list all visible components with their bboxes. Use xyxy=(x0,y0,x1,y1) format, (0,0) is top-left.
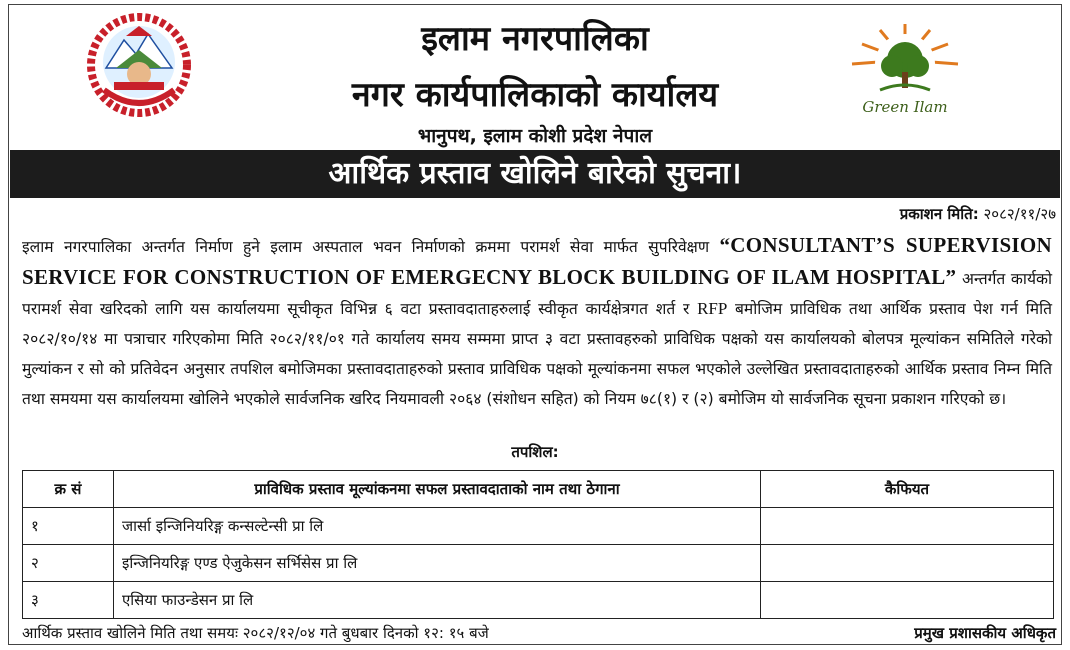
row-remark xyxy=(761,508,1054,545)
body-part1: इलाम नगरपालिका अन्तर्गत निर्माण हुने इलाम अस्पताल भवन निर्माणको क्रममा परामर्श सेवा मार्फत सुपरिवेक्षण xyxy=(22,238,720,256)
project-name: “CONSULTANT’S SUPERVISION SERVICE FOR CONSTRUCTION OF EMERGECNY BLOCK BUILDING OF ILAM HOSPITAL” xyxy=(22,233,1053,289)
bidders-table xyxy=(22,470,1054,619)
rfp-text: RFP xyxy=(697,299,728,318)
notice-body xyxy=(22,230,1052,414)
opening-time: आर्थिक प्रस्ताव खोलिने मिति तथा समयः २०८२/१२/०४ गते बुधबार दिनको १२: १५ बजे xyxy=(22,624,489,642)
publication-date xyxy=(900,204,1056,224)
table-row xyxy=(23,508,1054,545)
header-remark: कैफियत xyxy=(761,471,1054,508)
logo-text: Green Ilam xyxy=(862,98,948,116)
signatory: प्रमुख प्रशासकीय अधिकृत xyxy=(914,624,1056,642)
table-row xyxy=(23,582,1054,619)
body-part2: अन्तर्गत कार्यको परामर्श सेवा खरिदको लागि यस कार्यालयमा सूचीकृत विभिन्न ६ वटा प्रस्तावदाताहरुलाई स्वीकृत कार्यक्षेत्रगत शर्त र xyxy=(22,270,1052,318)
row-remark xyxy=(761,582,1054,619)
row-serial: ३ xyxy=(23,582,114,619)
publication-date-value: २०८२/११/२७ xyxy=(983,205,1056,223)
office-title: नगर कार्यपालिकाको कार्यालय xyxy=(351,75,719,115)
publication-label: प्रकाशन मिति: xyxy=(899,205,979,223)
row-serial: २ xyxy=(23,545,114,582)
office-address: भानुपथ, इलाम कोशी प्रदेश नेपाल xyxy=(417,125,653,147)
row-name: जार्सा इन्जिनियरिङ्ग कन्सल्टेन्सी प्रा लि xyxy=(114,508,761,545)
tapasil-label: तपशिल: xyxy=(511,443,559,461)
notice-title: आर्थिक प्रस्ताव खोलिने बारेको सुचना। xyxy=(10,150,1060,198)
table-row xyxy=(23,545,1054,582)
header-name: प्राविधिक प्रस्ताव मूल्यांकनमा सफल प्रस्तावदाताको नाम तथा ठेगाना xyxy=(114,471,761,508)
row-name: एसिया फाउन्डेसन प्रा लि xyxy=(114,582,761,619)
table-header-row xyxy=(23,471,1054,508)
row-name: इन्जिनियरिङ्ग एण्ड ऐजुकेसन सर्भिसेस प्रा लि xyxy=(114,545,761,582)
row-serial: १ xyxy=(23,508,114,545)
header-serial: क्र सं xyxy=(23,471,114,508)
body-part3: बमोजिम प्राविधिक तथा आर्थिक प्रस्ताव पेश गर्न मिति २०८२/१०/१४ मा पत्राचार गरिएकोमा मिति २०८२/११/०१ गते कार्यालय समय सम्ममा प्राप्त ३ वटा प्रस्तावहरुको प्राविधिक पक्षको यस कार्यालयको बोलपत्र मूल्यांकन समितिले गरेको मुल्यांकन र सो को प्रतिवेदन अनुसार तपशिल बमोजिमका प्रस्तावदाताहरुको प्रस्ताव प्राविधिक पक्षको मूल्यांकनमा सफल भएकोले उल्लेखित प्रस्तावदाताहरुको आर्थिक प्रस्ताव निम्न मिति तथा समयमा यस कार्यालयमा खोलिने भएकोले सार्वजनिक खरिद नियमावली २०६४ (संशोधन सहित) को नियम ७८(१) र (२) बमोजिम यो सार्वजनिक सूचना प्रकाशन गरिएको छ। xyxy=(22,300,1052,408)
municipality-title: इलाम नगरपालिका xyxy=(421,19,649,59)
row-remark xyxy=(761,545,1054,582)
